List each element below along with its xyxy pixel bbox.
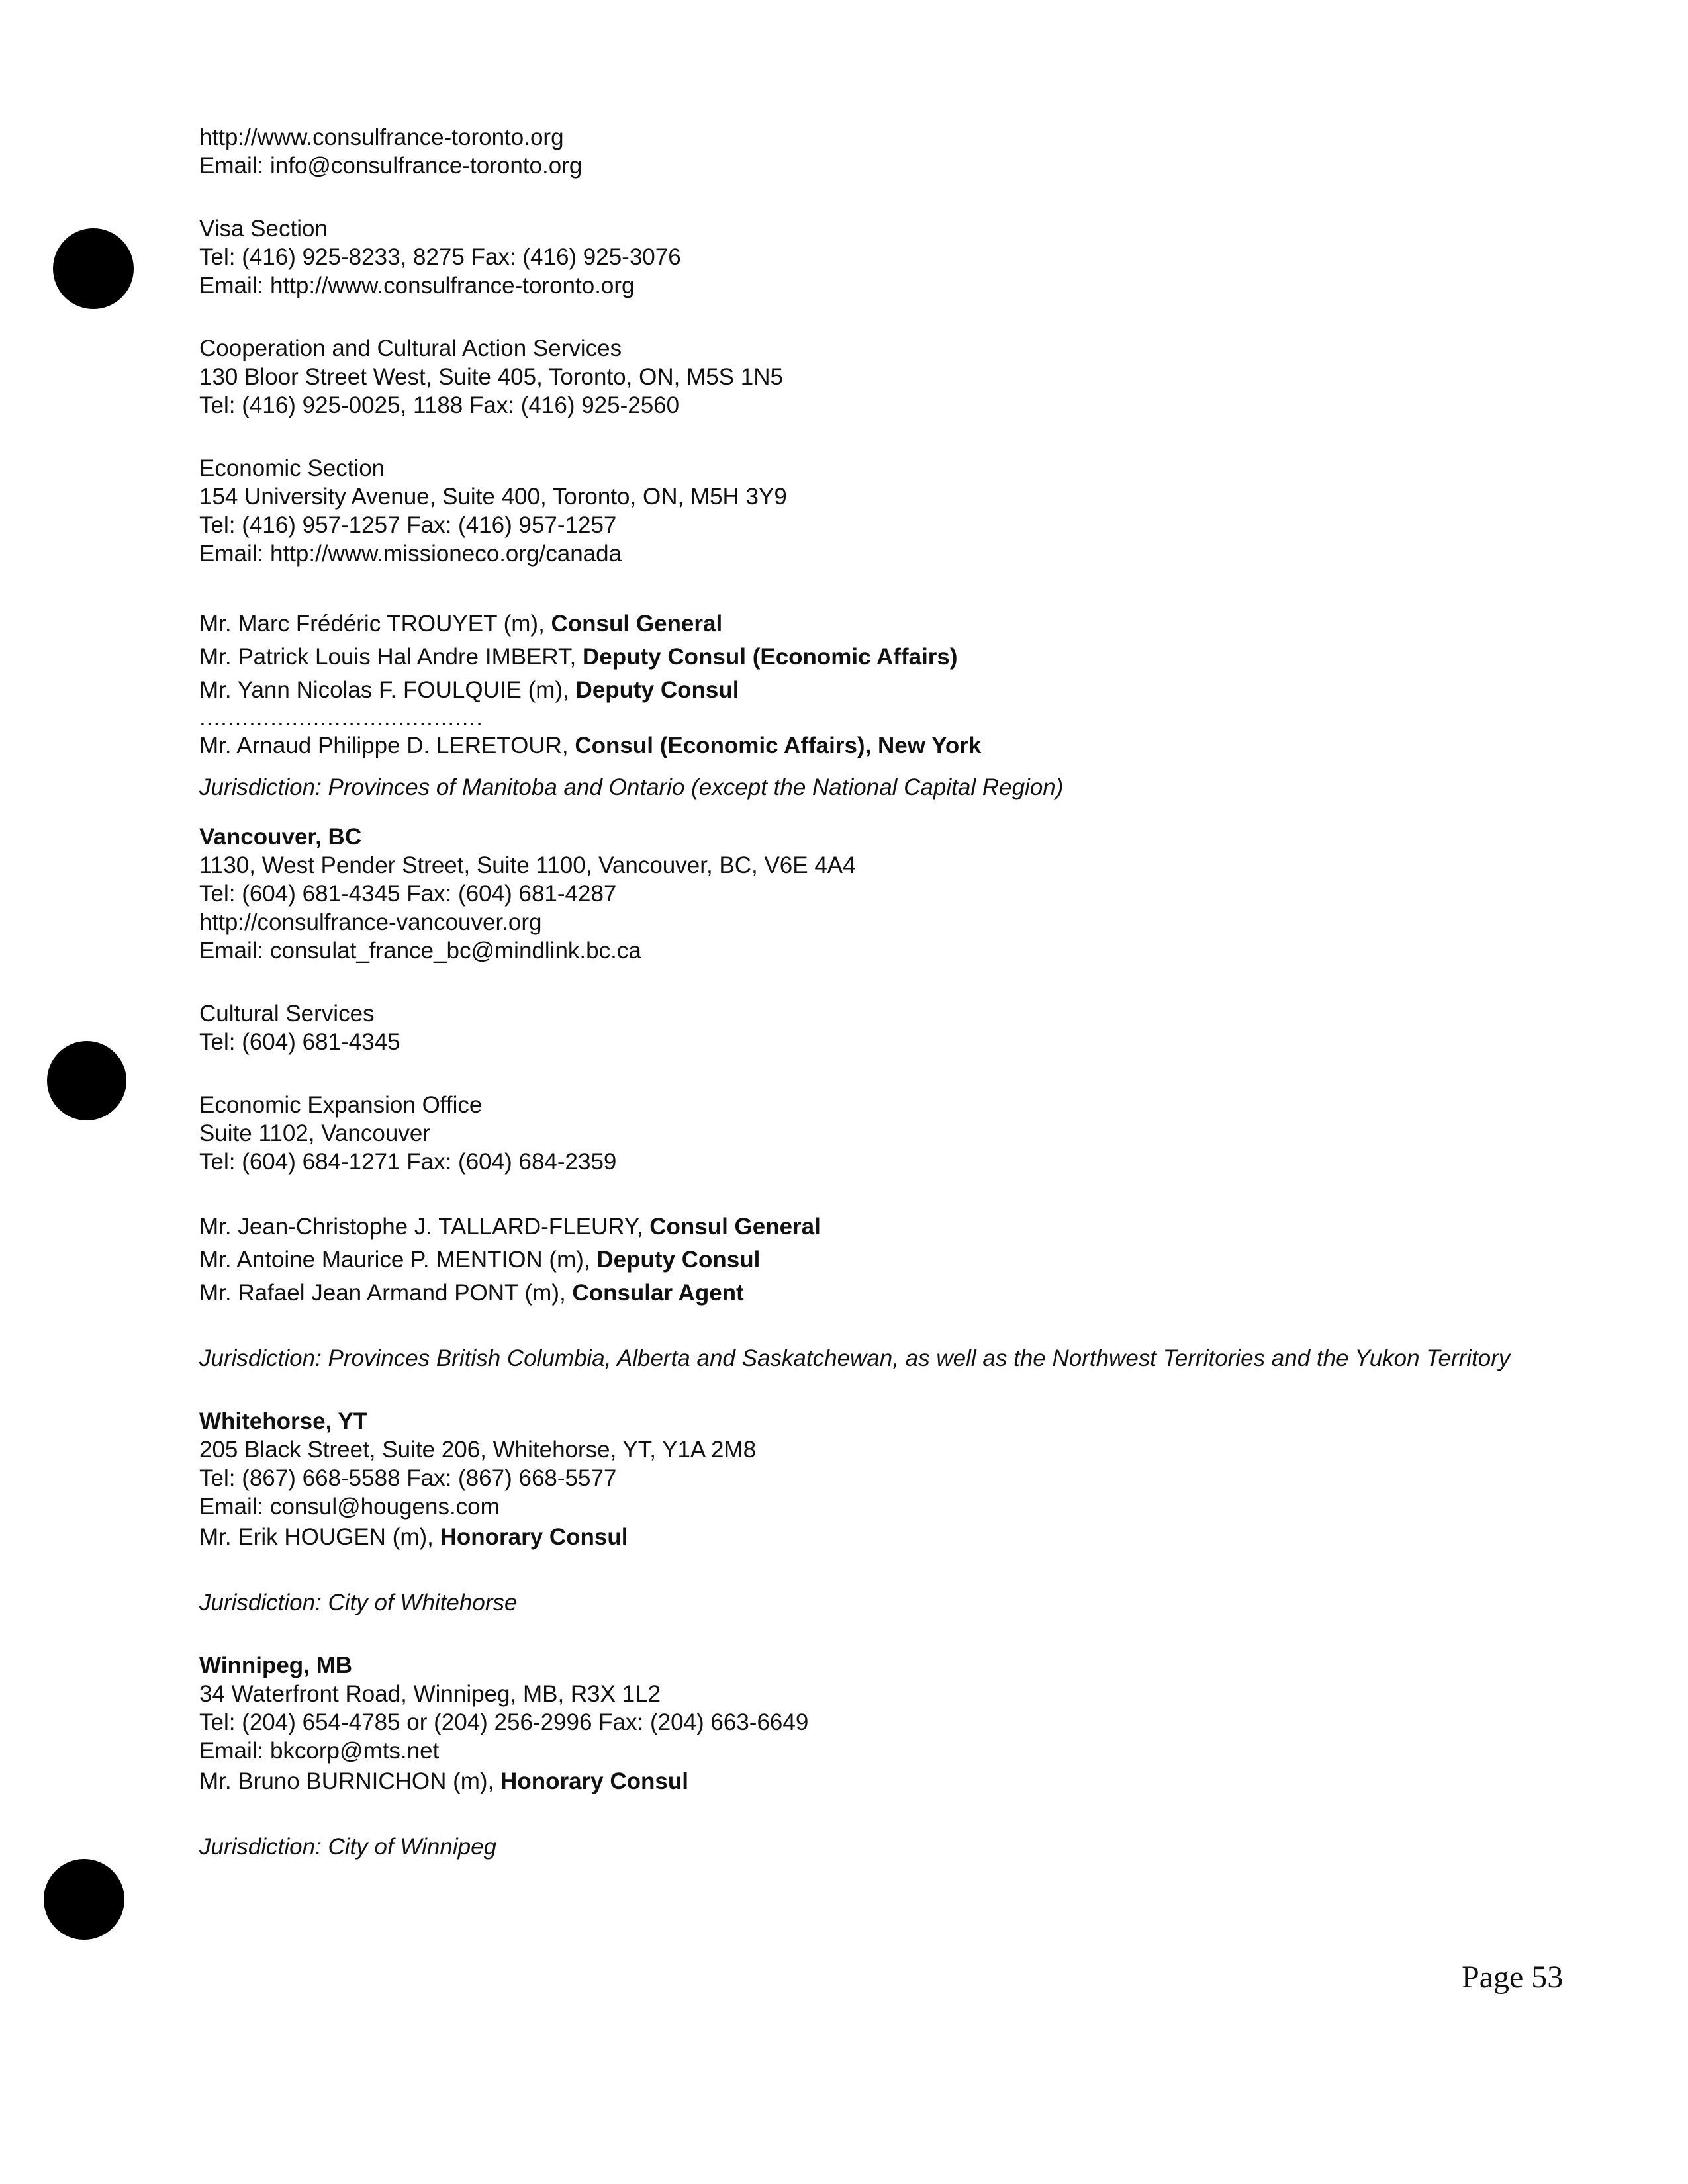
cooperation-title: Cooperation and Cultural Action Services	[199, 336, 622, 361]
officer-title: Consul General	[551, 611, 723, 637]
officer-line: Mr. Arnaud Philippe D. LERETOUR, Consul (Economic Affairs), New York	[199, 733, 982, 758]
vancouver-cultural-services	[199, 999, 1550, 1056]
whitehorse-address: 205 Black Street, Suite 206, Whitehorse, YT, Y1A 2M8	[199, 1437, 757, 1463]
economic-email: Email: http://www.missioneco.org/canada	[199, 541, 622, 567]
vancouver-section	[199, 823, 1550, 965]
officer-name: Mr. Arnaud Philippe D. LERETOUR,	[199, 733, 575, 758]
toronto-cooperation-section	[199, 334, 1550, 420]
whitehorse-email: Email: consul@hougens.com	[199, 1494, 500, 1520]
officer-title: Honorary Consul	[500, 1768, 688, 1794]
vancouver-jurisdiction: Jurisdiction: Provinces British Columbia, Alberta and Saskatchewan, as well as the Northwest Territories and the Yukon Territory	[199, 1345, 1511, 1371]
visa-section-tel: Tel: (416) 925-8233, 8275 Fax: (416) 925-3076	[199, 244, 681, 270]
officer-name: Mr. Marc Frédéric TROUYET (m),	[199, 611, 551, 637]
officer-name: Mr. Erik HOUGEN (m),	[199, 1524, 440, 1550]
officer-name: Mr. Patrick Louis Hal Andre IMBERT,	[199, 644, 583, 670]
cooperation-address: 130 Bloor Street West, Suite 405, Toronto, ON, M5S 1N5	[199, 364, 783, 390]
economic-tel: Tel: (416) 957-1257 Fax: (416) 957-1257	[199, 512, 617, 538]
officer-line	[199, 1210, 1550, 1244]
vancouver-website: http://consulfrance-vancouver.org	[199, 909, 542, 935]
officer-location: New York	[878, 733, 982, 758]
officer-title: Honorary Consul	[440, 1524, 628, 1550]
toronto-jurisdiction: Jurisdiction: Provinces of Manitoba and Ontario (except the National Capital Region)	[199, 774, 1064, 800]
page-number: Page 53	[1462, 1960, 1564, 1995]
officer-title: Deputy Consul (Economic Affairs)	[583, 644, 958, 670]
binder-hole-bottom	[44, 1859, 124, 1940]
officer-line	[199, 641, 1550, 674]
officer-name: Mr. Rafael Jean Armand PONT (m),	[199, 1280, 573, 1306]
toronto-visa-section	[199, 214, 1550, 300]
officer-name: Mr. Bruno BURNICHON (m),	[199, 1768, 501, 1794]
officer-title: Consul (Economic Affairs)	[575, 733, 865, 758]
toronto-economic-section	[199, 454, 1550, 568]
officer-line	[199, 1521, 1550, 1554]
cooperation-tel: Tel: (416) 925-0025, 1188 Fax: (416) 925-2560	[199, 392, 680, 418]
dotted-separator: ........................................	[199, 705, 483, 731]
vancouver-economic-office	[199, 1091, 1550, 1176]
whitehorse-tel: Tel: (867) 668-5588 Fax: (867) 668-5577	[199, 1465, 617, 1491]
officer-name: Mr. Jean-Christophe J. TALLARD-FLEURY,	[199, 1214, 650, 1240]
winnipeg-section	[199, 1651, 1550, 1798]
economic-office-address: Suite 1102, Vancouver	[199, 1120, 430, 1146]
visa-section-email: Email: http://www.consulfrance-toronto.org	[199, 273, 635, 298]
winnipeg-address: 34 Waterfront Road, Winnipeg, MB, R3X 1L2	[199, 1681, 661, 1707]
officer-title: Consul General	[649, 1214, 821, 1240]
economic-office-title: Economic Expansion Office	[199, 1092, 483, 1118]
officer-line	[199, 1277, 1550, 1310]
toronto-email: Email: info@consulfrance-toronto.org	[199, 153, 583, 179]
officer-title: Deputy Consul	[596, 1247, 761, 1273]
vancouver-heading: Vancouver, BC	[199, 824, 362, 850]
economic-address: 154 University Avenue, Suite 400, Toronto, ON, M5H 3Y9	[199, 484, 787, 510]
whitehorse-jurisdiction: Jurisdiction: City of Whitehorse	[199, 1590, 518, 1615]
officer-line	[199, 608, 1550, 641]
officer-title: Deputy Consul	[575, 677, 739, 703]
cultural-tel: Tel: (604) 681-4345	[199, 1029, 400, 1055]
toronto-contact	[199, 123, 1550, 180]
officer-name: Mr. Antoine Maurice P. MENTION (m),	[199, 1247, 597, 1273]
officer-line	[199, 674, 1550, 707]
toronto-website: http://www.consulfrance-toronto.org	[199, 124, 564, 150]
winnipeg-email: Email: bkcorp@mts.net	[199, 1738, 440, 1764]
winnipeg-jurisdiction: Jurisdiction: City of Winnipeg	[199, 1834, 497, 1860]
officer-title: Consular Agent	[572, 1280, 744, 1306]
binder-hole-top	[53, 228, 134, 309]
winnipeg-heading: Winnipeg, MB	[199, 1653, 353, 1678]
vancouver-officers	[199, 1210, 1550, 1310]
economic-title: Economic Section	[199, 455, 385, 481]
vancouver-email: Email: consulat_france_bc@mindlink.bc.ca	[199, 938, 641, 964]
whitehorse-heading: Whitehorse, YT	[199, 1408, 368, 1434]
toronto-officers	[199, 608, 1550, 762]
vancouver-address: 1130, West Pender Street, Suite 1100, Vancouver, BC, V6E 4A4	[199, 852, 856, 878]
vancouver-tel: Tel: (604) 681-4345 Fax: (604) 681-4287	[199, 881, 617, 907]
visa-section-title: Visa Section	[199, 216, 328, 242]
consulate-listing	[199, 123, 1550, 1861]
binder-hole-middle	[47, 1041, 126, 1120]
whitehorse-section	[199, 1407, 1550, 1554]
cultural-title: Cultural Services	[199, 1001, 375, 1026]
winnipeg-tel: Tel: (204) 654-4785 or (204) 256-2996 Fax: (204) 663-6649	[199, 1709, 809, 1735]
officer-line	[199, 1765, 1550, 1798]
officer-line	[199, 1244, 1550, 1277]
economic-office-tel: Tel: (604) 684-1271 Fax: (604) 684-2359	[199, 1149, 617, 1175]
officer-name: Mr. Yann Nicolas F. FOULQUIE (m),	[199, 677, 576, 703]
